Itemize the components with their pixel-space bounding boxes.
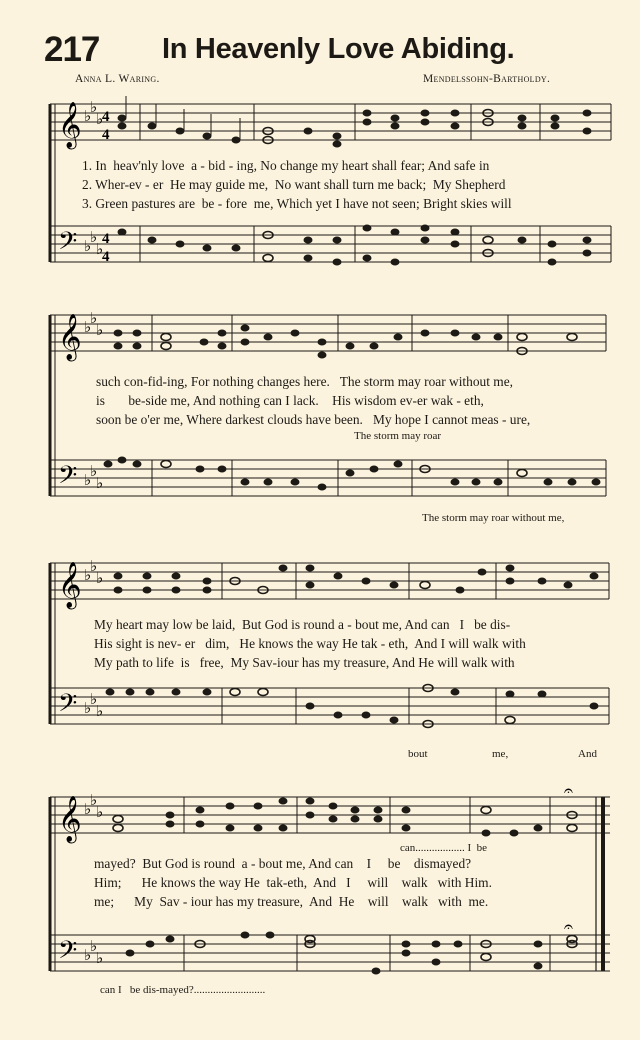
bass-clef-icon: 𝄢 <box>58 936 78 971</box>
lyricist-credit: Anna L. Waring. <box>75 73 160 85</box>
svg-text:♭: ♭ <box>84 566 92 584</box>
svg-text:♭: ♭ <box>96 702 104 720</box>
svg-text:♭: ♭ <box>90 98 98 116</box>
system-3-cue-1: bout <box>408 748 428 760</box>
svg-text:♭: ♭ <box>90 309 98 327</box>
system-3-verse-2: His sight is nev- er dim, He knows the way He tak - eth, And I will walk with <box>94 636 526 651</box>
svg-text:♭: ♭ <box>96 240 104 258</box>
system-2-verse-1: such con-fid-ing, For nothing changes here. The storm may roar without me, <box>96 374 513 389</box>
svg-text:♭: ♭ <box>96 569 104 587</box>
system-1-verse-1: 1. In heav'nly love a - bid - ing, No change my heart shall fear; And safe in <box>82 158 490 173</box>
svg-text:♭: ♭ <box>96 803 104 821</box>
svg-text:♭: ♭ <box>90 937 98 955</box>
svg-text:4: 4 <box>102 249 110 265</box>
svg-text:♭: ♭ <box>84 946 92 964</box>
svg-text:♭: ♭ <box>90 228 98 246</box>
system-2-cue-2: The storm may roar without me, <box>422 512 565 524</box>
svg-text:♭: ♭ <box>96 110 104 128</box>
svg-text:♭: ♭ <box>84 237 92 255</box>
svg-text:4: 4 <box>102 109 110 125</box>
hymn-title: In Heavenly Love Abiding. <box>162 33 515 65</box>
svg-text:♭: ♭ <box>96 474 104 492</box>
system-3-verse-1: My heart may low be laid, But God is round a - bout me, And can I be dis- <box>94 617 511 632</box>
svg-text:♭: ♭ <box>90 690 98 708</box>
system-4-cue-2: can I be dis-mayed?.......................... <box>100 984 266 996</box>
system-1-verse-3: 3. Green pastures are be - fore me, Which yet I have not seen; Bright skies will <box>82 196 512 211</box>
svg-text:4: 4 <box>102 127 110 143</box>
system-1-verse-2: 2. Wher-ev - er He may guide me, No want shall turn me back; My Shepherd <box>82 177 506 192</box>
fermata-icon: 𝄐 <box>564 781 573 800</box>
system-4-verse-3: me; My Sav - iour has my treasure, And He will walk with me. <box>94 894 489 909</box>
svg-text:♭: ♭ <box>96 949 104 967</box>
system-4-verse-1: mayed? But God is round a - bout me, And can I be dismayed? <box>94 856 472 871</box>
bass-clef-icon: 𝄢 <box>58 461 78 496</box>
svg-text:♭: ♭ <box>84 800 92 818</box>
system-4-verse-2: Him; He knows the way He tak-eth, And I will walk with Him. <box>94 875 492 890</box>
system-3-verse-3: My path to life is free, My Sav-iour has my treasure, And He will walk with <box>94 655 515 670</box>
svg-text:♭: ♭ <box>90 791 98 809</box>
treble-clef-icon: 𝄞 <box>58 562 82 608</box>
svg-text:♭: ♭ <box>84 318 92 336</box>
hymn-number: 217 <box>44 30 100 69</box>
bass-clef-icon: 𝄢 <box>58 689 78 724</box>
system-2-verse-3: soon be o'er me, Where darkest clouds have been. My hope I cannot meas - ure, <box>96 412 531 427</box>
svg-text:♭: ♭ <box>96 321 104 339</box>
system-2-cue-1: The storm may roar <box>354 430 442 442</box>
system-4-cue-1: can.................. I be <box>400 842 488 854</box>
fermata-icon: 𝄐 <box>564 917 573 936</box>
system-4-treble-staff <box>50 797 610 833</box>
system-3-cue-2: me, <box>492 748 509 760</box>
svg-text:♭: ♭ <box>84 699 92 717</box>
composer-credit: Mendelssohn-Bartholdy. <box>423 73 551 85</box>
svg-text:♭: ♭ <box>90 462 98 480</box>
svg-text:♭: ♭ <box>84 107 92 125</box>
system-2-verse-2: is be-side me, And nothing can I lack. His wisdom ev-er wak - eth, <box>96 393 484 408</box>
treble-clef-icon: 𝄞 <box>58 796 82 842</box>
bass-clef-icon: 𝄢 <box>58 227 78 262</box>
treble-clef-icon: 𝄞 <box>58 102 82 148</box>
system-3-cue-3: And <box>578 748 597 760</box>
svg-text:4: 4 <box>102 231 110 247</box>
treble-clef-icon: 𝄞 <box>58 314 82 360</box>
svg-text:♭: ♭ <box>90 557 98 575</box>
svg-text:♭: ♭ <box>84 471 92 489</box>
